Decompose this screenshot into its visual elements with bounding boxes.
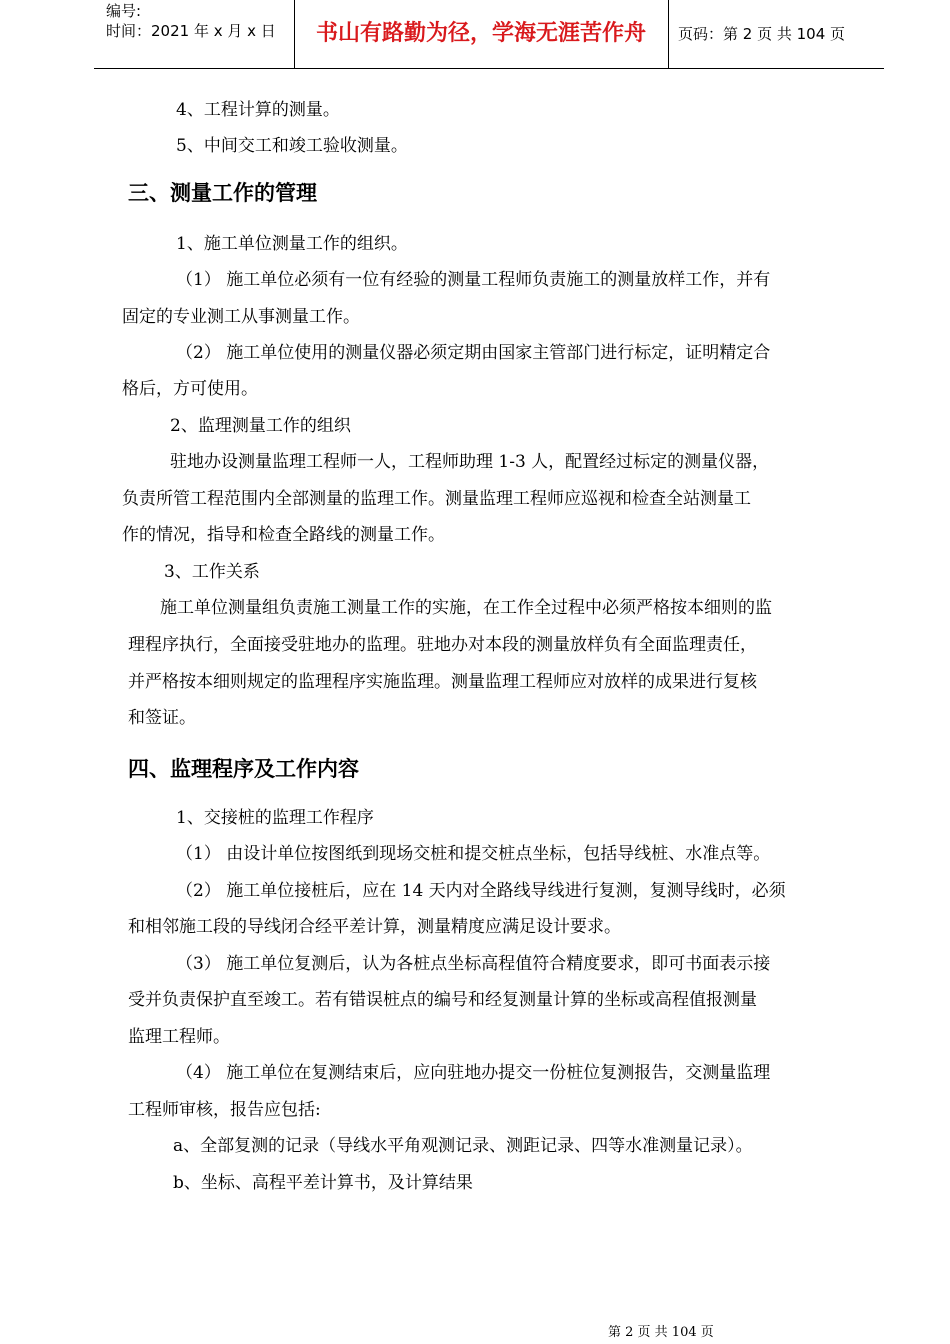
- paragraph-line: （2） 施工单位使用的测量仪器必须定期由国家主管部门进行标定，证明精定合: [176, 343, 771, 363]
- paragraph-line: （1） 由设计单位按图纸到现场交桩和提交桩点坐标，包括导线桩、水准点等。: [176, 844, 771, 864]
- page-header: [94, 0, 884, 69]
- paragraph-line: （1） 施工单位必须有一位有经验的测量工程师负责施工的测量放样工作，并有: [176, 270, 771, 290]
- paragraph-line: 监理工程师。: [128, 1027, 230, 1047]
- page-footer: 第 2 页 共 104 页: [608, 1325, 714, 1340]
- paragraph-line: 驻地办设测量监理工程师一人，工程师助理 1-3 人，配置经过标定的测量仪器，: [170, 452, 770, 472]
- paragraph-line: （2） 施工单位接桩后，应在 14 天内对全路线导线进行复测，复测导线时，必须: [176, 881, 786, 901]
- list-item: b、坐标、高程平差计算书，及计算结果: [173, 1173, 473, 1193]
- header-info-cell: [94, 0, 295, 68]
- paragraph-line: 作的情况，指导和检查全路线的测量工作。: [122, 525, 445, 545]
- paragraph-line: 工程师审核，报告应包括:: [128, 1100, 321, 1120]
- list-item: 4、工程计算的测量。: [176, 100, 340, 120]
- header-motto-cell: [294, 0, 669, 68]
- list-item: a、全部复测的记录（导线水平角观测记录、测距记录、四等水准测量记录）。: [173, 1136, 753, 1156]
- subsection-title: 3、工作关系: [164, 562, 260, 582]
- paragraph-line: 负责所管工程范围内全部测量的监理工作。测量监理工程师应巡视和检查全站测量工: [122, 489, 751, 509]
- header-page-label: 页码：第 2 页 共 104 页: [678, 25, 846, 43]
- paragraph-line: 和相邻施工段的导线闭合经平差计算，测量精度应满足设计要求。: [128, 917, 621, 937]
- section-heading: 四、监理程序及工作内容: [128, 757, 359, 781]
- paragraph-line: 并严格按本细则规定的监理程序实施监理。测量监理工程师应对放样的成果进行复核: [128, 672, 757, 692]
- list-item: 5、中间交工和竣工验收测量。: [176, 136, 408, 156]
- subsection-title: 2、监理测量工作的组织: [170, 416, 351, 436]
- paragraph-line: 和签证。: [128, 708, 196, 728]
- paragraph-line: 理程序执行，全面接受驻地办的监理。驻地办对本段的测量放样负有全面监理责任，: [128, 635, 757, 655]
- paragraph-line: 施工单位测量组负责施工测量工作的实施，在工作全过程中必须严格按本细则的监: [160, 598, 772, 618]
- paragraph-line: 格后，方可使用。: [122, 379, 258, 399]
- header-time-label: 时间：2021 年 x 月 x 日: [106, 22, 276, 40]
- paragraph-line: 固定的专业测工从事测量工作。: [122, 307, 360, 327]
- header-number-label: 编号:: [106, 2, 142, 20]
- header-motto: 书山有路勤为径，学海无涯苦作舟: [315, 21, 646, 46]
- paragraph-line: 受并负责保护直至竣工。若有错误桩点的编号和经复测量计算的坐标或高程值报测量: [128, 990, 757, 1010]
- paragraph-line: （3） 施工单位复测后，认为各桩点坐标高程值符合精度要求，即可书面表示接: [176, 954, 771, 974]
- subsection-title: 1、施工单位测量工作的组织。: [176, 234, 408, 254]
- subsection-title: 1、交接桩的监理工作程序: [176, 808, 374, 828]
- section-heading: 三、测量工作的管理: [128, 181, 317, 205]
- paragraph-line: （4） 施工单位在复测结束后，应向驻地办提交一份桩位复测报告，交测量监理: [176, 1063, 771, 1083]
- header-page-cell: [668, 0, 884, 68]
